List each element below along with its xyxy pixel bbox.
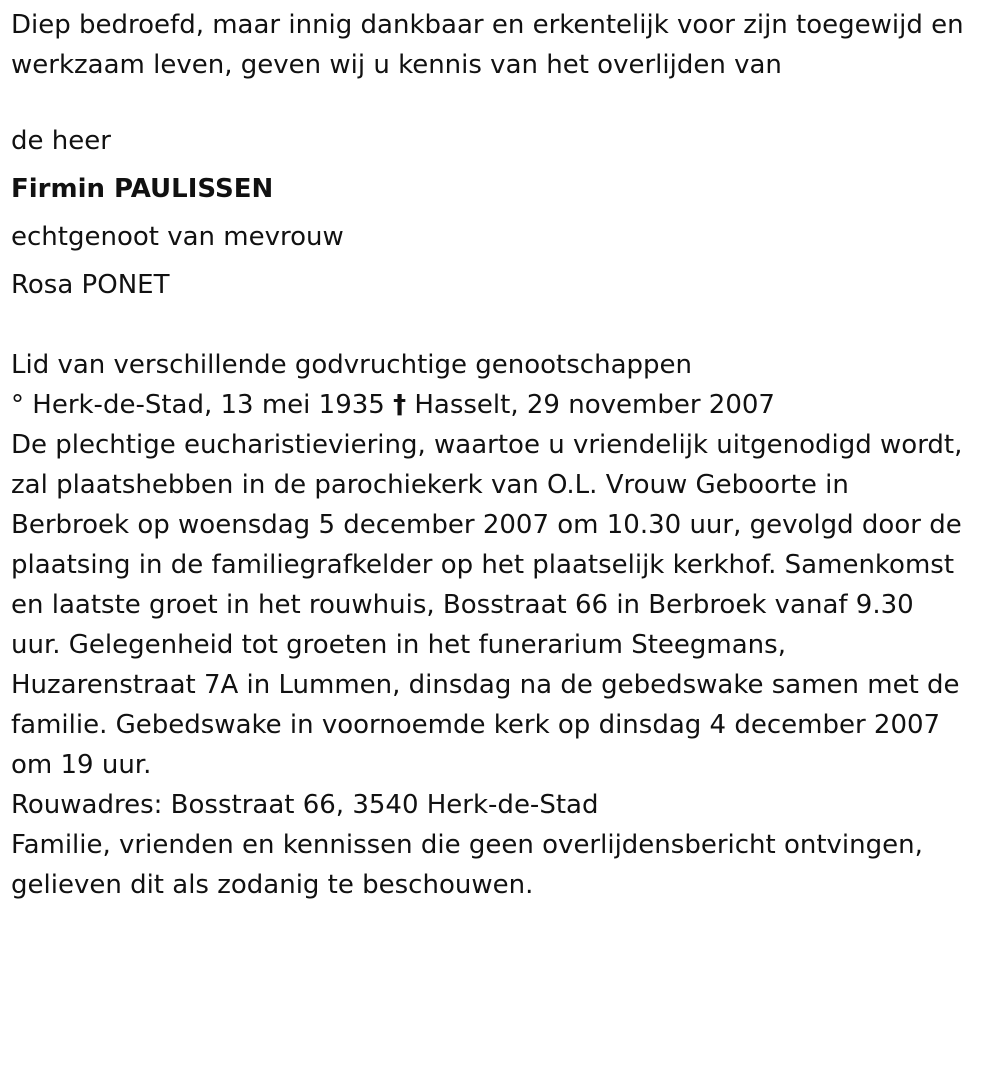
membership-paragraph	[11, 345, 996, 385]
intro-line: Diep bedroefd, maar innig dankbaar en erkentelijk voor zijn toegewijd en	[11, 10, 964, 40]
deceased-relation: echtgenoot van mevrouw	[11, 222, 344, 252]
birth-info: Herk-de-Stad, 13 mei 1935	[32, 390, 385, 420]
membership-text: Lid van verschillende godvruchtige genootschappen	[11, 350, 692, 380]
intro-line: werkzaam leven, geven wij u kennis van het overlijden van	[11, 50, 782, 80]
ceremony-line: om 19 uur.	[11, 750, 152, 780]
ceremony-line: familie. Gebedswake in voornoemde kerk op dinsdag 4 december 2007	[11, 710, 941, 740]
dates-line	[11, 385, 996, 425]
death-info: Hasselt, 29 november 2007	[414, 390, 775, 420]
ceremony-paragraph	[11, 425, 996, 785]
ceremony-line: Berbroek op woensdag 5 december 2007 om 10.30 uur, gevolgd door de	[11, 510, 962, 540]
obituary-text	[11, 5, 996, 905]
deceased-title: de heer	[11, 126, 111, 156]
deceased-name: Firmin PAULISSEN	[11, 174, 274, 204]
birth-symbol: °	[11, 390, 24, 420]
deceased-block	[11, 117, 996, 309]
ceremony-line: Huzarenstraat 7A in Lummen, dinsdag na de gebedswake samen met de	[11, 670, 960, 700]
intro-paragraph	[11, 5, 996, 85]
closing-paragraph	[11, 825, 996, 905]
ceremony-line: en laatste groet in het rouwhuis, Bosstraat 66 in Berbroek vanaf 9.30	[11, 590, 914, 620]
ceremony-line: zal plaatshebben in de parochiekerk van O.L. Vrouw Geboorte in	[11, 470, 849, 500]
address-paragraph	[11, 785, 996, 825]
closing-line: Familie, vrienden en kennissen die geen overlijdensbericht ontvingen,	[11, 830, 923, 860]
ceremony-line: De plechtige eucharistieviering, waartoe u vriendelijk uitgenodigd wordt,	[11, 430, 963, 460]
mourning-address: Rouwadres: Bosstraat 66, 3540 Herk-de-Stad	[11, 790, 599, 820]
dates-paragraph	[11, 385, 996, 425]
spouse-name: Rosa PONET	[11, 270, 170, 300]
closing-line: gelieven dit als zodanig te beschouwen.	[11, 870, 534, 900]
ceremony-line: uur. Gelegenheid tot groeten in het funerarium Steegmans,	[11, 630, 786, 660]
ceremony-line: plaatsing in de familiegrafkelder op het plaatselijk kerkhof. Samenkomst	[11, 550, 955, 580]
cross-icon: †	[393, 390, 407, 420]
